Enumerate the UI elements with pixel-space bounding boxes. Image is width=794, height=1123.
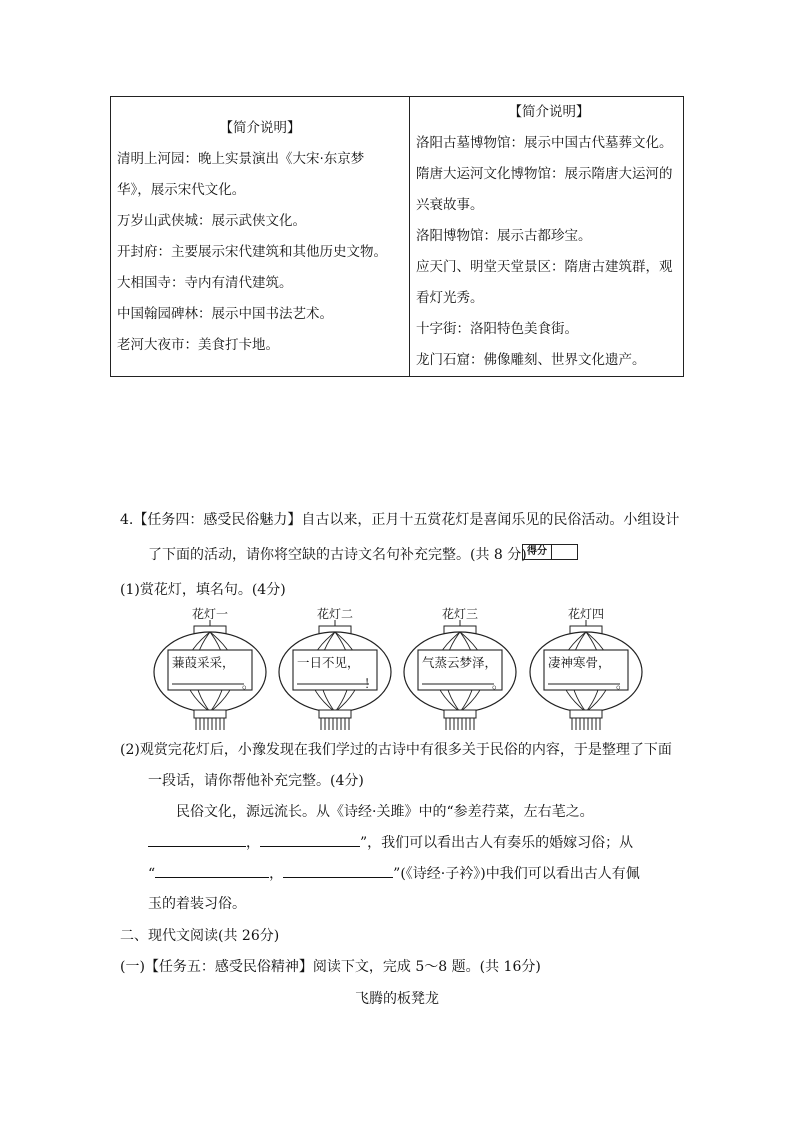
blank-separator: ， [246, 835, 260, 851]
cell-line: 十字街：洛阳特色美食街。 [416, 321, 578, 337]
part2-paragraph-line: 民俗文化，源远流长。从《诗经·关雎》中的“参差荇菜，左右芼之。 [176, 804, 594, 820]
table-cell-kaifeng [117, 113, 403, 361]
lantern-verse-end: 。 [242, 676, 255, 691]
cell-line: 洛阳古墓博物馆：展示中国古代墓葬文化。 [416, 135, 673, 151]
score-box[interactable] [522, 544, 578, 560]
part2-paragraph-line: 玉的着装习俗。 [148, 896, 246, 912]
lantern-verse: 蒹葭采采， [172, 655, 235, 670]
lantern-label: 花灯二 [316, 607, 353, 621]
lantern-label: 花灯四 [567, 607, 604, 621]
table-cell-luoyang [416, 97, 682, 376]
part2-line-end: ”，我们可以看出古人有奏乐的婚嫁习俗；从 [360, 835, 634, 851]
part2-line-end: ”(《诗经·子衿》)中我们可以看出古人有佩 [393, 866, 640, 882]
cell-line: 看灯光秀。 [416, 290, 484, 306]
cell-line: 万岁山武侠城：展示武侠文化。 [117, 213, 306, 229]
lantern-verse: 一日不见， [297, 655, 360, 670]
cell-line: 洛阳博物馆：展示古都珍宝。 [416, 228, 592, 244]
answer-blank[interactable] [283, 863, 393, 878]
cell-line: 老河大夜市：美食打卡地。 [117, 337, 279, 353]
lantern-verse: 气蒸云梦泽， [422, 655, 498, 670]
section-heading: 二、现代文阅读(共 26分) [120, 928, 280, 944]
blank-separator: ， [269, 866, 284, 882]
lantern-verse-end: 。 [492, 676, 505, 691]
cell-line: 隋唐大运河文化博物馆：展示隋唐大运河的 [416, 166, 673, 182]
answer-blank[interactable] [148, 832, 246, 847]
part2-line2: 一段话，请你帮他补充完整。(4分) [148, 773, 364, 789]
cell-line: 兴衰故事。 [416, 197, 484, 213]
intro-table [110, 96, 684, 377]
answer-blank[interactable] [155, 863, 269, 878]
table-divider [409, 97, 410, 376]
cell-line: 开封府：主要展示宋代建筑和其他历史文物。 [117, 244, 387, 260]
cell-line: 中国翰园碑林：展示中国书法艺术。 [117, 306, 333, 322]
cell-line: 龙门石窟：佛像雕刻、世界文化遗产。 [416, 352, 646, 368]
article-title: 飞腾的板凳龙 [355, 991, 439, 1007]
cell-line: 清明上河园：晚上实景演出《大宋·东京梦 [117, 151, 365, 167]
lantern-verse-end: ！ [364, 676, 377, 691]
cell-line: 大相国寺：寺内有清代建筑。 [117, 275, 293, 291]
question4-line1: 4.【任务四：感受民俗魅力】自古以来，正月十五赏花灯是喜闻乐见的民俗活动。小组设计 [120, 512, 680, 528]
lantern-label: 花灯三 [441, 607, 478, 621]
question4-line2: 了下面的活动，请你将空缺的古诗文名句补充完整。(共 8 分) [148, 547, 527, 563]
part2-fill-line-2 [148, 863, 640, 884]
part1-heading: (1)赏花灯，填名句。(4分) [120, 582, 286, 598]
subsection-heading: (一)【任务五：感受民俗精神】阅读下文，完成 5～8 题。(共 16分) [120, 959, 541, 975]
lantern-verse: 凄神寒骨， [548, 655, 611, 670]
cell-title: 【简介说明】 [219, 120, 301, 136]
lantern-verse-end: 。 [616, 676, 629, 691]
cell-title: 【简介说明】 [508, 104, 590, 120]
part2-fill-line-1 [148, 832, 633, 853]
answer-blank[interactable] [260, 832, 360, 847]
lantern-label: 花灯一 [191, 607, 228, 621]
part2-line1: (2)观赏完花灯后，小豫发现在我们学过的古诗中有很多关于民俗的内容，于是整理了下面 [120, 742, 672, 758]
cell-line: 应天门、明堂天堂景区：隋唐古建筑群，观 [416, 259, 673, 275]
score-label: 得分 [523, 545, 552, 559]
open-quote: “ [148, 866, 156, 882]
cell-line: 华》，展示宋代文化。 [117, 182, 246, 198]
